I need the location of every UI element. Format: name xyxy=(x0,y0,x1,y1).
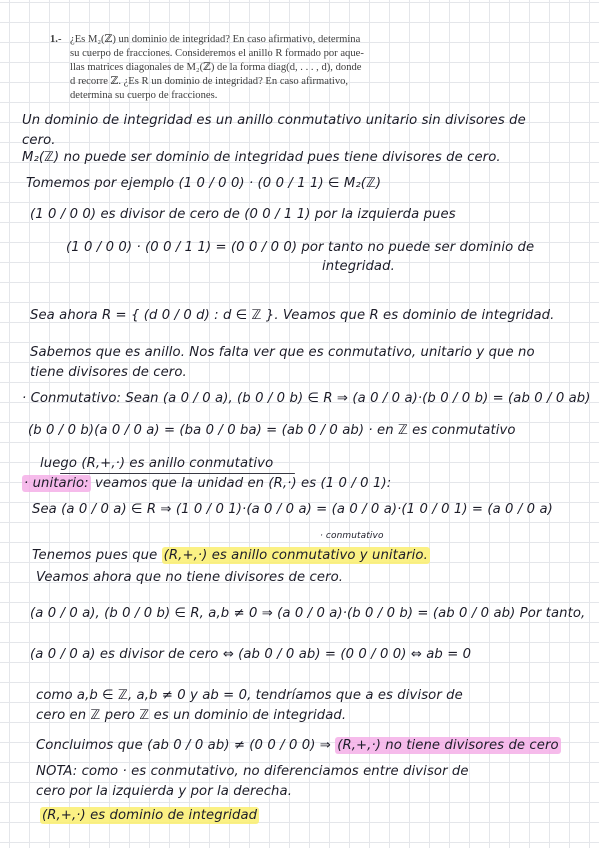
note-line xyxy=(32,548,430,563)
problem-number: 1.- xyxy=(50,34,62,45)
note-line: Un dominio de integridad es un anillo conmutativo unitario sin divisores de xyxy=(22,113,526,128)
note-line: NOTA: como · es conmutativo, no diferenciamos entre divisor de xyxy=(36,764,469,779)
note-line: (1 0 / 0 0) · (0 0 / 1 1) = (0 0 / 0 0) por tanto no puede ser dominio de xyxy=(66,240,535,255)
highlight-no-divisores: (R,+,·) no tiene divisores de cero xyxy=(337,738,559,753)
note-line xyxy=(36,738,561,753)
note-line: Sea ahora R = { (d 0 / 0 d) : d ∈ ℤ }. Veamos que R es dominio de integridad. xyxy=(30,308,555,323)
highlight-conclusion: (R,+,·) es dominio de integridad xyxy=(42,808,258,823)
note-text: veamos que la unidad en (R,·) es (1 0 / 0 1): xyxy=(95,476,392,491)
note-line: cero por la izquierda y por la derecha. xyxy=(36,784,292,799)
note-line: tiene divisores de cero. xyxy=(30,365,187,380)
note-line: (a 0 / 0 a) es divisor de cero ⇔ (ab 0 / 0 ab) = (0 0 / 0 0) ⇔ ab = 0 xyxy=(30,647,472,662)
note-line: cero en ℤ pero ℤ es un dominio de integridad. xyxy=(36,708,347,723)
problem-line: su cuerpo de fracciones. Consideremos el anillo R formado por aque- xyxy=(70,48,364,60)
note-line: Tomemos por ejemplo (1 0 / 0 0) · (0 0 / 1 1) ∈ M₂(ℤ) xyxy=(26,176,382,191)
underline-stroke xyxy=(60,473,295,474)
note-line: integridad. xyxy=(322,259,395,274)
note-line: luego (R,+,·) es anillo conmutativo xyxy=(40,456,274,471)
problem-line: ¿Es M₂(ℤ) un dominio de integridad? En caso afirmativo, determina xyxy=(70,34,361,45)
note-line: (1 0 / 0 0) es divisor de cero de (0 0 / 1 1) por la izquierda pues xyxy=(30,207,456,222)
note-line: · Conmutativo: Sean (a 0 / 0 a), (b 0 / 0 b) ∈ R ⇒ (a 0 / 0 a)·(b 0 / 0 b) = (ab 0 / 0 ab) xyxy=(22,391,591,406)
highlight-anillo-conmutativo: (R,+,·) es anillo conmutativo y unitario. xyxy=(163,548,428,563)
problem-line: d recorre ℤ. ¿Es R un dominio de integridad? En caso afirmativo, xyxy=(70,76,349,88)
problem-line: determina su cuerpo de fracciones. xyxy=(70,90,218,102)
note-line: (a 0 / 0 a), (b 0 / 0 b) ∈ R, a,b ≠ 0 ⇒ (a 0 / 0 a)·(b 0 / 0 b) = (ab 0 / 0 ab) Por tanto, xyxy=(30,606,586,621)
note-line: como a,b ∈ ℤ, a,b ≠ 0 y ab = 0, tendríamos que a es divisor de xyxy=(36,688,463,703)
highlight-unitario: · unitario: xyxy=(24,476,89,491)
note-line xyxy=(22,476,391,491)
note-line: M₂(ℤ) no puede ser dominio de integridad pues tiene divisores de cero. xyxy=(22,150,501,165)
note-line: Sea (a 0 / 0 a) ∈ R ⇒ (1 0 / 0 1)·(a 0 / 0 a) = (a 0 / 0 a)·(1 0 / 0 1) = (a 0 / 0 a) xyxy=(32,502,553,517)
note-line xyxy=(40,808,259,823)
problem-line: llas matrices diagonales de M₂(ℤ) de la forma diag(d, . . . , d), donde xyxy=(70,62,362,74)
note-line: Sabemos que es anillo. Nos falta ver que es conmutativo, unitario y que no xyxy=(30,345,535,360)
note-line: (b 0 / 0 b)(a 0 / 0 a) = (ba 0 / 0 ba) = (ab 0 / 0 ab) · en ℤ es conmutativo xyxy=(28,423,516,438)
note-annotation: · conmutativo xyxy=(320,531,384,541)
note-text: Concluimos que (ab 0 / 0 ab) ≠ (0 0 / 0 0) ⇒ xyxy=(36,738,331,753)
note-line: cero. xyxy=(22,133,56,148)
note-text: Tenemos pues que xyxy=(32,548,158,563)
note-line: Veamos ahora que no tiene divisores de cero. xyxy=(36,570,344,585)
